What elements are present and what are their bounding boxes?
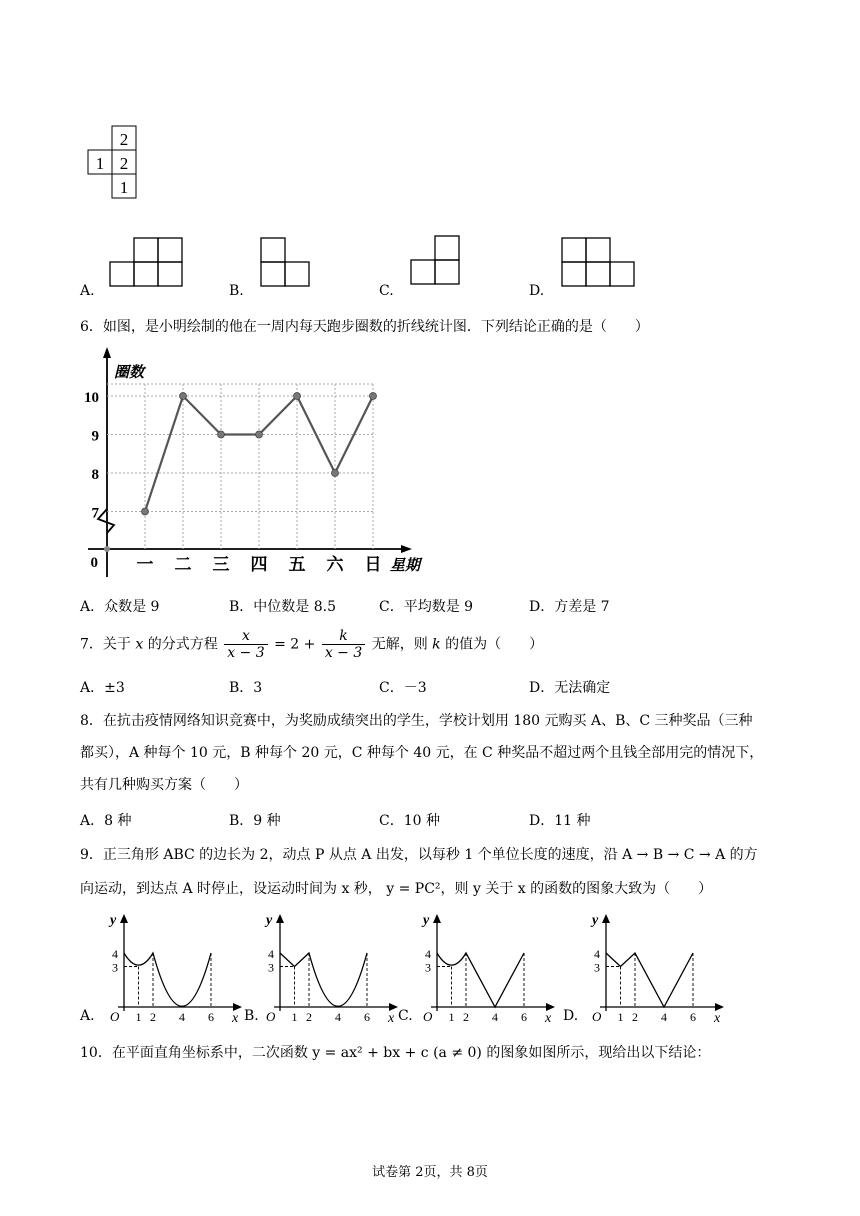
chart-ylabel: 圈数 — [114, 365, 145, 381]
q8-line-2: 都买），A 种每个 10 元，B 种每个 20 元，C 种每个 40 元，在 C 种奖品不超过两个且钱全部用完的情况下， — [80, 745, 764, 761]
chart-y-arrow — [103, 347, 111, 358]
q9-option-c-label[interactable]: C. — [398, 1008, 413, 1024]
q6-line-chart — [80, 345, 440, 589]
q8-option-b[interactable]: B．9 种 — [229, 813, 281, 829]
graph-y-label: y — [266, 913, 273, 928]
chart-x-tick-label: 六 — [326, 555, 344, 574]
graph-function-curve — [606, 953, 693, 1007]
q7-option-b[interactable]: B．3 — [229, 680, 263, 696]
chart-y-tick-label: 0 — [90, 555, 98, 571]
graph-x-tick-label: 2 — [463, 1010, 469, 1023]
graph-function-curve — [437, 953, 524, 1007]
q5-option-c-label[interactable]: C. — [379, 283, 394, 299]
chart-xlabel: 星期 — [390, 558, 421, 574]
graph-y-label: y — [423, 913, 430, 928]
q7-frac2-num: k — [322, 628, 365, 645]
graph-y-tick-label: 4 — [425, 947, 431, 961]
net-cell-1: 2 — [119, 130, 129, 149]
chart-x-tick-label: 五 — [288, 555, 306, 574]
graph-y-tick-label: 4 — [268, 947, 274, 961]
q9-option-d-graph[interactable] — [578, 908, 728, 1027]
q5-option-a-label[interactable]: A. — [80, 283, 95, 299]
q9-option-b-graph[interactable] — [252, 908, 402, 1027]
chart-data-point — [180, 393, 187, 400]
net-cell-4: 1 — [119, 178, 129, 197]
graph-x-tick-label: 4 — [661, 1010, 667, 1023]
chart-x-arrow — [401, 545, 412, 553]
q6-question-text: 6．如图，是小明绘制的他在一周内每天跑步圈数的折线统计图．下列结论正确的是（ ） — [80, 319, 649, 335]
graph-function-curve — [280, 953, 367, 1006]
q8-option-c[interactable]: C．10 种 — [379, 813, 440, 829]
q6-option-a[interactable]: A．众数是 9 — [80, 599, 160, 615]
graph-origin-label: O — [423, 1009, 433, 1023]
q7-prefix: 7．关于 — [80, 636, 131, 653]
q7-suffix2: 的值为（ ） — [445, 636, 544, 653]
q7-var-x: x — [135, 636, 144, 653]
graph-origin-label: O — [110, 1009, 120, 1023]
page-footer: 试卷第 2页，共 8页 — [372, 1165, 488, 1180]
chart-x-tick-label: 日 — [364, 555, 382, 574]
graph-x-label: x — [388, 1011, 395, 1023]
chart-x-tick-label: 一 — [136, 555, 154, 574]
q5-option-c-figure[interactable] — [409, 234, 465, 292]
graph-x-label: x — [714, 1011, 721, 1023]
graph-x-tick-label: 2 — [306, 1010, 312, 1023]
q7-frac1-num: x — [224, 628, 267, 645]
graph-x-tick-label: 6 — [364, 1010, 370, 1023]
q7-fraction-2 — [322, 628, 365, 661]
graph-y-tick-label: 3 — [112, 960, 118, 975]
q5-option-d-label[interactable]: D. — [529, 283, 545, 299]
graph-x-arrow — [546, 1003, 555, 1011]
q8-line-3: 共有几种购买方案（ ） — [80, 777, 248, 793]
graph-x-arrow — [715, 1003, 724, 1011]
q5-net-figure — [86, 124, 138, 200]
q7-option-a[interactable]: A．±3 — [80, 680, 125, 696]
graph-y-arrow — [433, 914, 441, 923]
q8-option-d[interactable]: D．11 种 — [529, 813, 591, 829]
q7-frac1-den: x − 3 — [227, 645, 265, 661]
q7-suffix1: 无解，则 — [371, 636, 428, 653]
chart-data-point — [218, 431, 225, 438]
graph-x-tick-label: 1 — [617, 1010, 624, 1023]
graph-x-tick-label: 6 — [208, 1010, 214, 1023]
graph-x-label: x — [232, 1011, 239, 1023]
q8-option-a[interactable]: A．8 种 — [80, 813, 132, 829]
chart-x-tick-label: 三 — [212, 555, 230, 574]
graph-x-tick-label: 6 — [690, 1010, 696, 1023]
chart-axis-break — [98, 509, 114, 533]
q7-option-d[interactable]: D．无法确定 — [529, 680, 611, 696]
q6-option-c[interactable]: C．平均数是 9 — [379, 599, 474, 615]
q7-fraction-1 — [224, 628, 267, 661]
graph-y-arrow — [602, 914, 610, 923]
q9-line-1: 9．正三角形 ABC 的边长为 2，动点 P 从点 A 出发，以每秒 1 个单位长度的速度，沿 A → B → C → A 的方 — [80, 847, 758, 863]
graph-x-tick-label: 2 — [150, 1010, 156, 1023]
chart-data-point — [256, 431, 263, 438]
chart-y-tick-label: 7 — [91, 505, 99, 522]
q5-option-b-figure[interactable] — [259, 236, 315, 294]
graph-y-arrow — [276, 914, 284, 923]
graph-x-tick-label: 6 — [521, 1010, 527, 1023]
graph-y-tick-label: 4 — [112, 947, 118, 961]
q9-option-a-label[interactable]: A. — [80, 1008, 95, 1024]
net-cell-2: 1 — [95, 154, 105, 173]
q7-option-c[interactable]: C．－3 — [379, 680, 427, 696]
chart-x-tick-label: 四 — [250, 555, 268, 574]
net-cell-3: 2 — [119, 154, 129, 173]
graph-x-label: x — [545, 1011, 552, 1023]
graph-origin-label: O — [266, 1009, 276, 1023]
q9-option-d-label[interactable]: D. — [563, 1008, 579, 1024]
graph-y-tick-label: 3 — [268, 960, 274, 975]
q5-option-a-figure[interactable] — [108, 236, 186, 294]
q5-option-b-label[interactable]: B. — [229, 283, 244, 299]
chart-y-tick-label: 8 — [91, 467, 99, 483]
chart-x-tick-label: 二 — [174, 555, 192, 574]
chart-y-tick-label: 9 — [91, 428, 99, 445]
chart-data-point — [294, 393, 301, 400]
graph-x-tick-label: 4 — [179, 1010, 185, 1023]
chart-data-point — [142, 508, 149, 515]
chart-data-point — [370, 393, 377, 400]
graph-y-tick-label: 3 — [425, 960, 431, 975]
graph-x-tick-label: 1 — [448, 1010, 455, 1023]
graph-y-tick-label: 4 — [594, 947, 600, 961]
graph-x-arrow — [389, 1003, 398, 1011]
graph-x-tick-label: 4 — [492, 1010, 498, 1023]
q7-var-k: k — [432, 636, 441, 653]
graph-function-curve — [124, 953, 211, 1006]
q6-option-b[interactable]: B．中位数是 8.5 — [229, 599, 337, 615]
q7-equals: = 2 + — [274, 636, 316, 653]
graph-y-tick-label: 3 — [594, 960, 600, 975]
graph-y-label: y — [592, 913, 599, 928]
graph-y-arrow — [120, 914, 128, 923]
graph-x-tick-label: 4 — [335, 1010, 341, 1023]
q8-line-1: 8．在抗击疫情网络知识竞赛中，为奖励成绩突出的学生，学校计划用 180 元购买 A、B、C 三种奖品（三种 — [80, 713, 753, 729]
q9-option-b-label[interactable]: B. — [244, 1008, 259, 1024]
chart-data-point — [332, 470, 339, 477]
graph-origin-label: O — [592, 1009, 602, 1023]
graph-x-tick-label: 2 — [632, 1010, 638, 1023]
chart-origin-dot — [104, 546, 110, 552]
graph-y-label: y — [110, 913, 117, 928]
q9-option-c-graph[interactable] — [409, 908, 559, 1027]
q7-question — [80, 628, 543, 661]
chart-y-tick-label: 10 — [84, 390, 99, 406]
q10-question-text: 10．在平面直角坐标系中，二次函数 y = ax² + bx + c (a ≠ 0) 的图象如图所示，现给出以下结论： — [80, 1045, 711, 1061]
q7-frac2-den: x − 3 — [324, 645, 363, 661]
graph-x-arrow — [233, 1003, 242, 1011]
q9-line-2: 向运动，到达点 A 时停止，设运动时间为 x 秒， y = PC²，则 y 关于 x 的函数的图象大致为（ ） — [80, 881, 713, 897]
q5-option-d-figure[interactable] — [560, 236, 638, 294]
q9-option-a-graph[interactable] — [96, 908, 246, 1027]
graph-x-tick-label: 1 — [135, 1010, 142, 1023]
q7-mid: 的分式方程 — [147, 636, 218, 653]
q6-option-d[interactable]: D．方差是 7 — [529, 599, 610, 615]
graph-x-tick-label: 1 — [291, 1010, 298, 1023]
